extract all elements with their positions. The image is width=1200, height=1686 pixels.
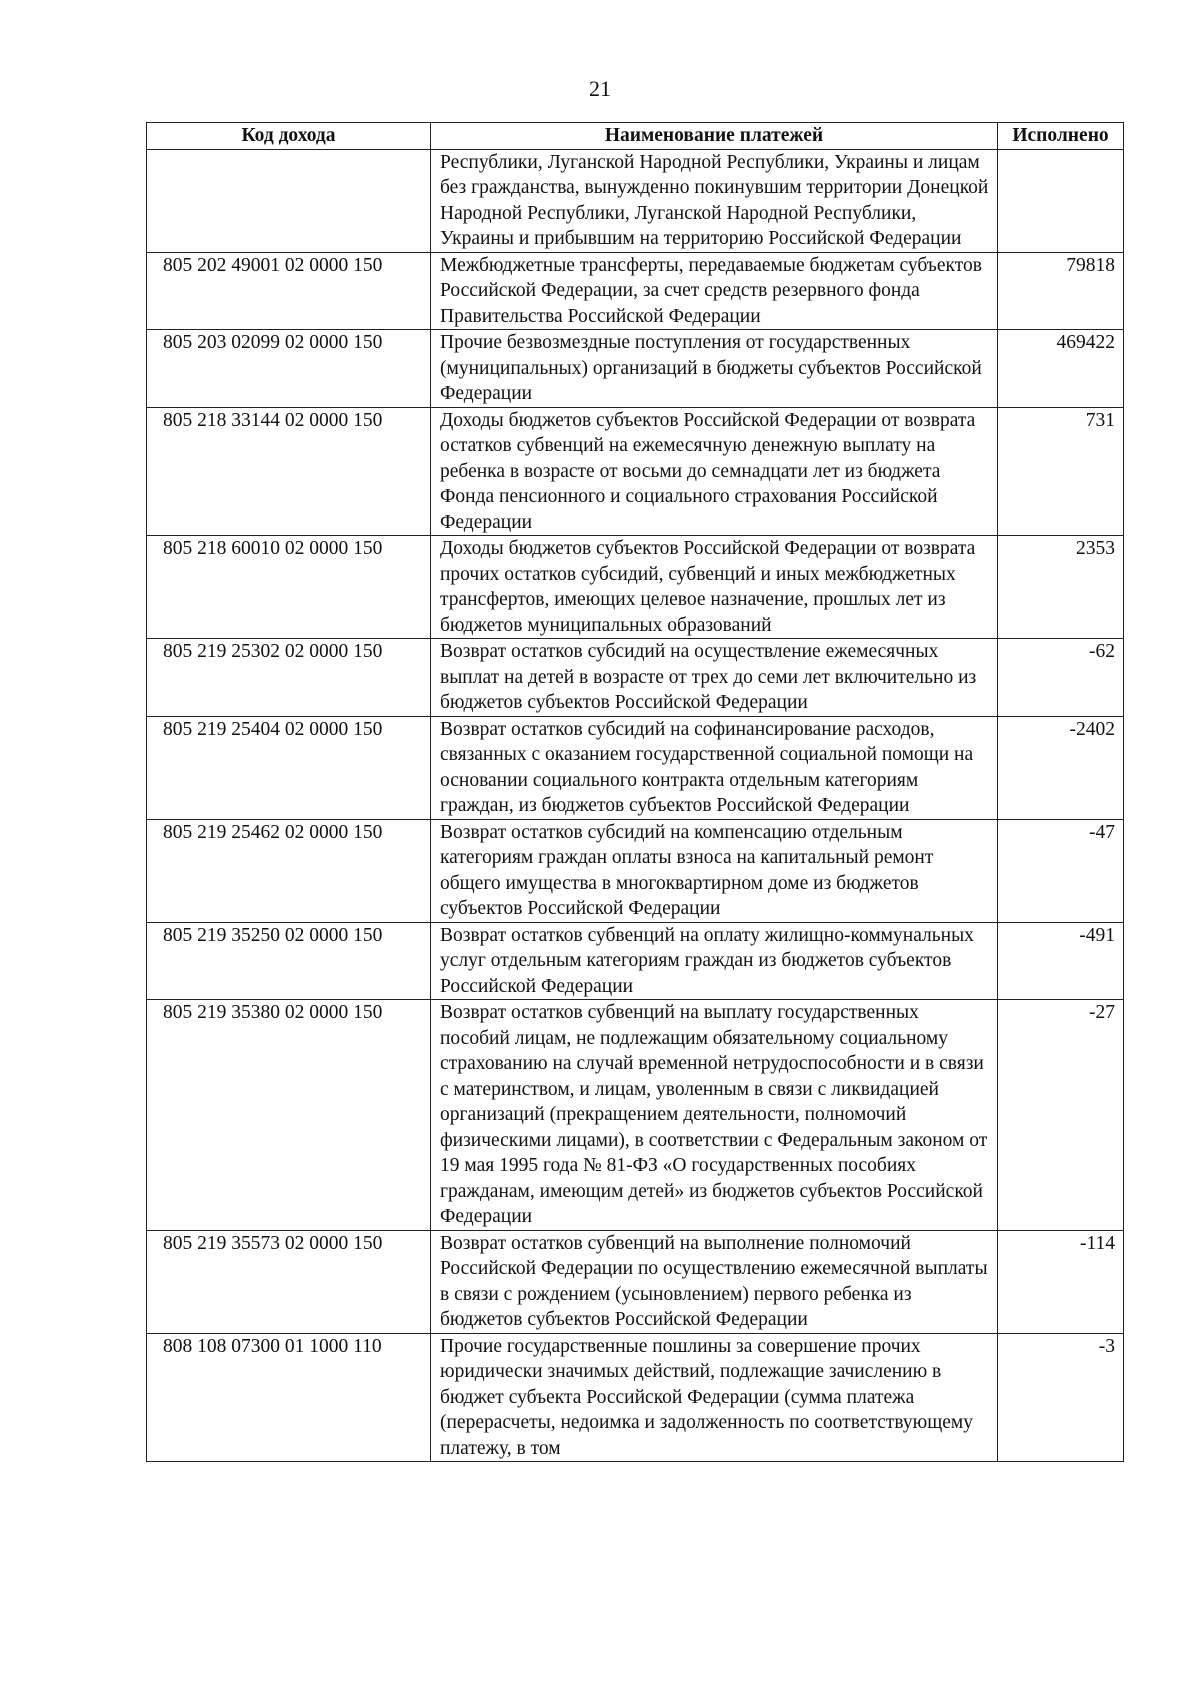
table-row [147,922,1124,1000]
table-row [147,639,1124,717]
table-row [147,716,1124,819]
row-name: Возврат остатков субвенций на выполнение полномочий Российской Федерации по осуществлению ежемесячной выплаты в связи с рождением (усыновлением) первого ребенка из бюджетов субъектов Российской Федерации [431,1230,998,1333]
row-name: Прочие государственные пошлины за совершение прочих юридически значимых действий, подлежащие зачислению в бюджет субъекта Российской Федерации (сумма платежа (перерасчеты, недоимка и задолженность по соответствующему платежу, в том [431,1333,998,1462]
row-value: 731 [998,407,1124,536]
table-row [147,1333,1124,1462]
row-value: -2402 [998,716,1124,819]
row-value [998,149,1124,252]
row-name: Республики, Луганской Народной Республики, Украины и лицам без гражданства, вынужденно покинувшим территории Донецкой Народной Республики, Луганской Народной Республики, Украины и прибывшим на территорию Российской Федерации [431,149,998,252]
row-name: Возврат остатков субсидий на осуществление ежемесячных выплат на детей в возрасте от трех до семи лет включительно из бюджетов субъектов Российской Федерации [431,639,998,717]
header-code: Код дохода [147,123,431,150]
row-code: 805 219 25404 02 0000 150 [147,716,431,819]
table-row [147,252,1124,330]
row-value: -491 [998,922,1124,1000]
table-row [147,149,1124,252]
row-code: 808 108 07300 01 1000 110 [147,1333,431,1462]
revenue-table [146,122,1124,1462]
table-body [147,149,1124,1462]
row-code: 805 219 25302 02 0000 150 [147,639,431,717]
row-name: Прочие безвозмездные поступления от государственных (муниципальных) организаций в бюджеты субъектов Российской Федерации [431,330,998,408]
row-value: 79818 [998,252,1124,330]
row-code: 805 218 33144 02 0000 150 [147,407,431,536]
row-code: 805 202 49001 02 0000 150 [147,252,431,330]
row-code: 805 219 35573 02 0000 150 [147,1230,431,1333]
row-name: Возврат остатков субвенций на выплату государственных пособий лицам, не подлежащим обязательному социальному страхованию на случай временной нетрудоспособности и в связи с материнством, и лицам, уволенным в связи с ликвидацией организаций (прекращением деятельности, полномочий физическими лицами), в соответствии с Федеральным законом от 19 мая 1995 года № 81-ФЗ «О государственных пособиях гражданам, имеющим детей» из бюджетов субъектов Российской Федерации [431,1000,998,1231]
row-value: -114 [998,1230,1124,1333]
table-row [147,819,1124,922]
row-code: 805 218 60010 02 0000 150 [147,536,431,639]
header-row [147,123,1124,150]
row-name: Возврат остатков субвенций на оплату жилищно-коммунальных услуг отдельным категориям граждан из бюджетов субъектов Российской Федерации [431,922,998,1000]
row-code [147,149,431,252]
table-row [147,1000,1124,1231]
row-code: 805 219 25462 02 0000 150 [147,819,431,922]
row-value: -47 [998,819,1124,922]
row-value: -27 [998,1000,1124,1231]
row-value: -3 [998,1333,1124,1462]
row-name: Возврат остатков субсидий на софинансирование расходов, связанных с оказанием государственной социальной помощи на основании социального контракта отдельным категориям граждан, из бюджетов субъектов Российской Федерации [431,716,998,819]
table-row [147,407,1124,536]
row-code: 805 203 02099 02 0000 150 [147,330,431,408]
page-number: 21 [589,76,611,101]
row-name: Возврат остатков субсидий на компенсацию отдельным категориям граждан оплаты взноса на капитальный ремонт общего имущества в многоквартирном доме из бюджетов субъектов Российской Федерации [431,819,998,922]
row-value: 469422 [998,330,1124,408]
header-executed: Исполнено [998,123,1124,150]
row-value: -62 [998,639,1124,717]
row-name: Доходы бюджетов субъектов Российской Федерации от возврата остатков субвенций на ежемесячную денежную выплату на ребенка в возрасте от восьми до семнадцати лет из бюджета Фонда пенсионного и социального страхования Российской Федерации [431,407,998,536]
table-header [147,123,1124,150]
table-row [147,330,1124,408]
row-code: 805 219 35380 02 0000 150 [147,1000,431,1231]
row-value: 2353 [998,536,1124,639]
header-name: Наименование платежей [431,123,998,150]
row-code: 805 219 35250 02 0000 150 [147,922,431,1000]
row-name: Межбюджетные трансферты, передаваемые бюджетам субъектов Российской Федерации, за счет средств резервного фонда Правительства Российской Федерации [431,252,998,330]
table-row [147,536,1124,639]
row-name: Доходы бюджетов субъектов Российской Федерации от возврата прочих остатков субсидий, субвенций и иных межбюджетных трансфертов, имеющих целевое назначение, прошлых лет из бюджетов муниципальных образований [431,536,998,639]
table-row [147,1230,1124,1333]
